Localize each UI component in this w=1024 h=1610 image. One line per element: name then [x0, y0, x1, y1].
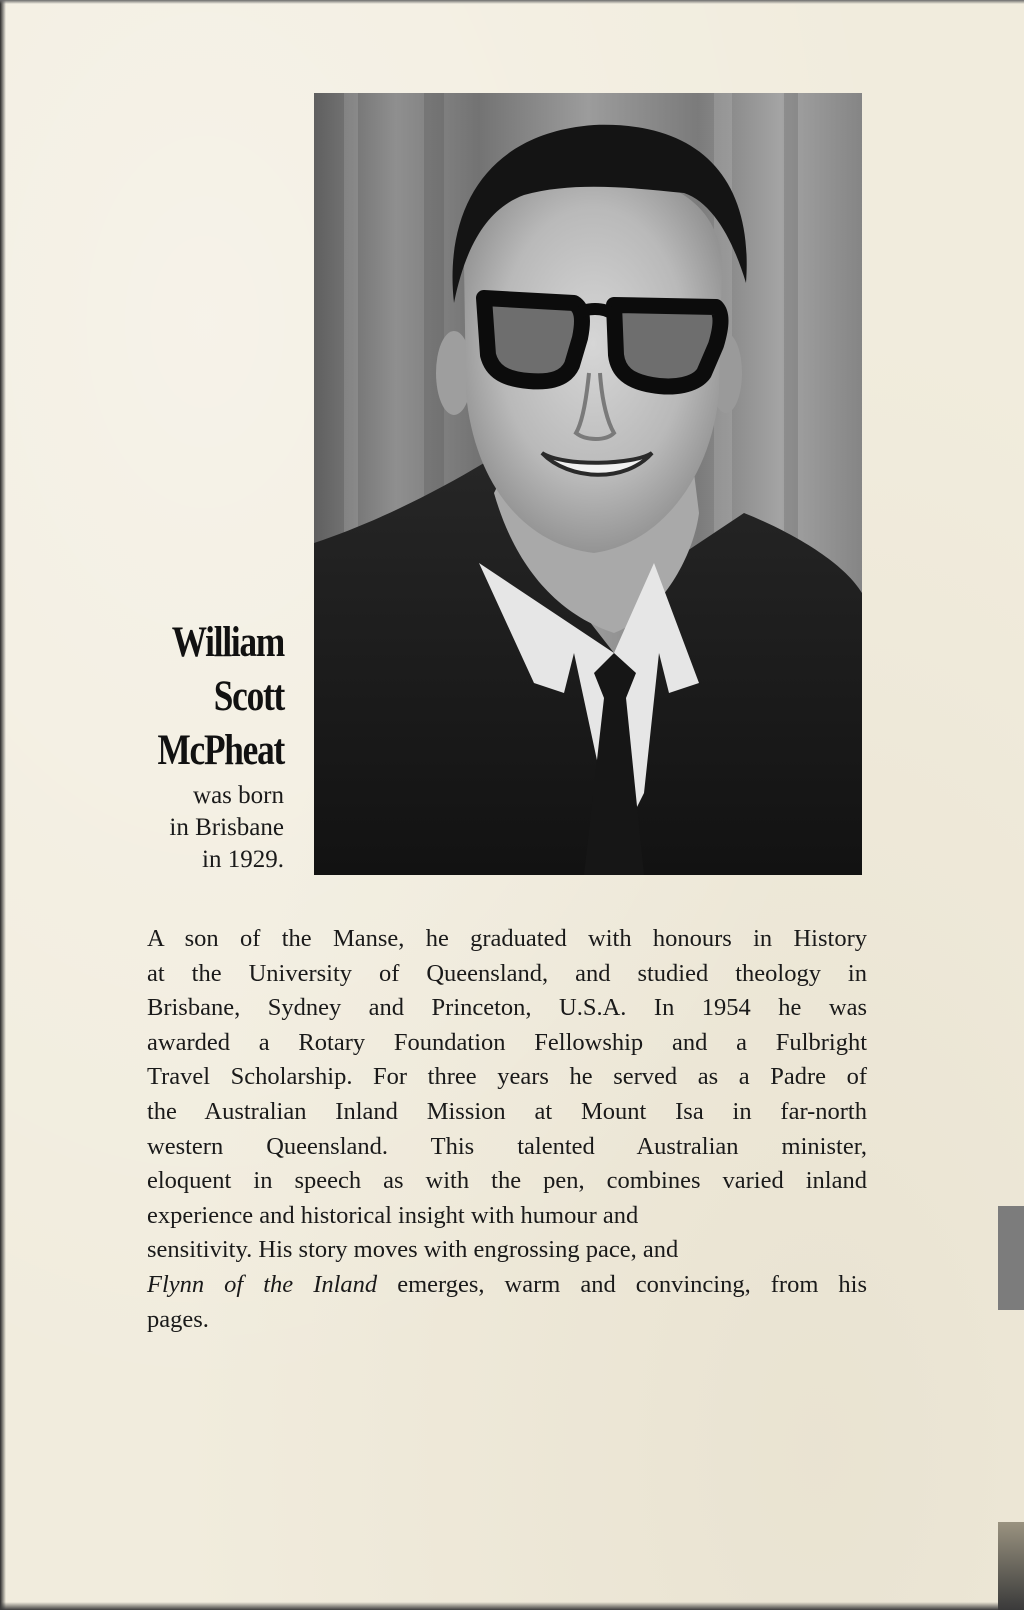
author-middle-name: Scott [213, 673, 284, 720]
bio-line: eloquent in speech as with the pen, combines varied inland [147, 1167, 867, 1195]
cover-top-edge [0, 0, 1024, 4]
author-surname: McPheat [157, 727, 284, 774]
birth-line: in 1929. [202, 846, 284, 873]
bio-line: experience and historical insight with humour and [147, 1201, 639, 1229]
bio-line: western Queensland. This talented Australian minister, [147, 1132, 867, 1160]
author-first-name: William [171, 619, 284, 666]
cover-bottom-edge [0, 1602, 1024, 1610]
bio-line: A son of the Manse, he graduated with honours in History [147, 925, 867, 952]
bio-line: awarded a Rotary Foundation Fellowship and a Fulbright [147, 1028, 867, 1056]
author-birth-note [100, 780, 284, 876]
book-title: Flynn of the Inland [147, 1270, 378, 1298]
author-portrait-photo [314, 93, 862, 875]
bio-line: sensitivity. His story moves with engrossing pace, and [147, 1236, 679, 1264]
portrait-illustration [314, 93, 862, 875]
birth-line: in Brisbane [169, 814, 284, 841]
bio-line: Brisbane, Sydney and Princeton, U.S.A. In 1954 he was [147, 994, 867, 1022]
author-name [120, 616, 284, 778]
bio-line-with-title [147, 1268, 867, 1303]
bio-line: the Australian Inland Mission at Mount Isa in far-north [147, 1097, 867, 1125]
bio-line: at the University of Queensland, and studied theology in [147, 959, 867, 987]
birth-line: was born [193, 782, 284, 809]
bio-line: Travel Scholarship. For three years he served as a Padre of [147, 1063, 867, 1091]
bio-line-tail: emerges, warm and convincing, from his [377, 1270, 867, 1298]
author-biography [147, 922, 867, 1337]
side-tab-mark [998, 1206, 1024, 1310]
cover-corner-wear [998, 1522, 1024, 1610]
cover-left-edge [0, 0, 6, 1610]
bio-last-line: pages. [147, 1305, 209, 1333]
